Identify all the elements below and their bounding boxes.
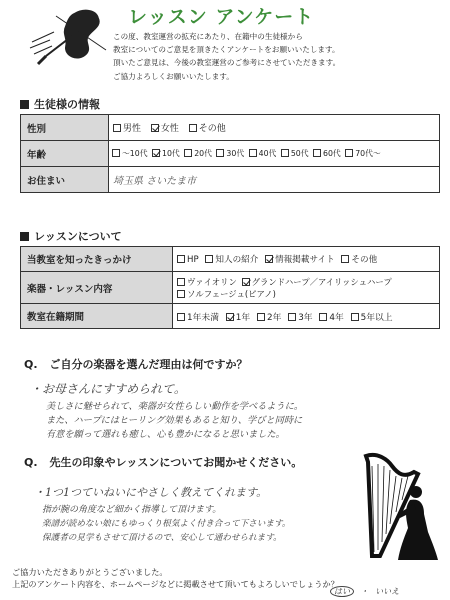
- option-label: その他: [198, 124, 226, 134]
- square-bullet-icon: [20, 232, 29, 241]
- option-label: 1年: [235, 312, 251, 323]
- age-label: 年齢: [21, 141, 109, 167]
- answer-2: [34, 484, 354, 545]
- table-row: [21, 167, 440, 193]
- source-option[interactable]: [177, 255, 199, 265]
- section-heading-student: [20, 96, 100, 112]
- instrument-option[interactable]: [242, 276, 392, 288]
- option-label: 20代: [194, 149, 212, 158]
- option-label: 70代～: [355, 149, 381, 158]
- checkbox-icon[interactable]: [216, 149, 224, 157]
- option-label: 情報掲載サイト: [275, 255, 335, 265]
- intro-line: 教室についてのご意見を頂きたくアンケートをお願いいたします。: [113, 45, 340, 55]
- violin-icon: [26, 6, 112, 68]
- age-option[interactable]: [216, 148, 244, 159]
- option-label: グランドハープ／アイリッシュハープ: [251, 276, 392, 287]
- thanks-text: ご協力いただきありがとうございました。: [12, 567, 168, 577]
- option-label: 5年以上: [360, 312, 393, 323]
- checkbox-icon[interactable]: [112, 149, 120, 157]
- checkbox-icon[interactable]: [281, 149, 289, 157]
- consent-answer: [330, 586, 399, 597]
- checkbox-icon[interactable]: [249, 149, 257, 157]
- option-label: 女性: [160, 124, 179, 134]
- answer-line: 指が腕の角度など細かく指導して頂けます。: [42, 505, 222, 515]
- checkbox-icon[interactable]: [184, 149, 192, 157]
- answer-line: 有意を願って選れも癒し、心も豊かになると思いました。: [46, 429, 285, 440]
- address-value: 埼玉県 さいたま市: [113, 176, 197, 187]
- intro-text: [113, 30, 443, 83]
- option-label: 50代: [290, 149, 309, 158]
- period-option[interactable]: [351, 310, 393, 323]
- answer-line: 楽譜が読めない娘にもゆっくり根気よく付き合って下さいます。: [42, 519, 291, 529]
- square-bullet-icon: [20, 100, 29, 109]
- answer-line: 保護者の見学もさせて頂けるので、安心して通わせられます。: [42, 533, 282, 543]
- age-option[interactable]: [281, 148, 309, 159]
- intro-line: 頂いたご意見は、今後の教室運営のご参考にさせていただきます。: [113, 58, 341, 68]
- intro-line: この度、教室運営の拡充にあたり、在籍中の生徒様から: [113, 32, 303, 41]
- age-option[interactable]: [112, 148, 148, 159]
- page-title: レッスン アンケート: [128, 6, 315, 28]
- age-option[interactable]: [152, 148, 180, 159]
- source-label: 当教室を知ったきっかけ: [21, 247, 173, 272]
- checkbox-icon[interactable]: [189, 124, 197, 132]
- checkbox-checked-icon[interactable]: [226, 313, 234, 321]
- checkbox-icon[interactable]: [257, 313, 265, 321]
- option-label: 60代: [323, 149, 341, 158]
- option-label: 4年: [329, 312, 344, 323]
- checkbox-icon[interactable]: [341, 255, 349, 263]
- consent-yes-label: はい: [334, 587, 350, 596]
- option-label: ヴァイオリン: [187, 276, 237, 287]
- answer-line: 美しさに魅せられて、楽器が女性らしい動作を学べるように。: [46, 401, 304, 412]
- checkbox-icon[interactable]: [319, 313, 327, 321]
- checkbox-icon[interactable]: [313, 149, 321, 157]
- question-prefix: Q.: [24, 358, 38, 371]
- option-label: ソルフェージュ(ピアノ): [187, 288, 276, 299]
- source-options: [173, 247, 440, 272]
- consent-no-label: いいえ: [375, 587, 400, 596]
- consent-yes-option[interactable]: [330, 586, 354, 597]
- consent-question: 上記のアンケート内容を、ホームページなどに掲載させて頂いてもよろしいでしょうか？: [12, 579, 339, 589]
- question-text: ご自分の楽器を選んだ理由は何ですか？: [49, 358, 248, 371]
- period-options: [173, 304, 440, 329]
- checkbox-icon[interactable]: [205, 255, 213, 263]
- checkbox-icon[interactable]: [177, 313, 185, 321]
- age-options: [109, 141, 440, 167]
- checkbox-checked-icon[interactable]: [242, 278, 250, 286]
- intro-line: ご協力よろしくお願いいたします。: [113, 71, 234, 81]
- gender-label: 性別: [21, 115, 109, 141]
- checkbox-icon[interactable]: [177, 255, 185, 263]
- source-option[interactable]: [205, 253, 258, 265]
- checkbox-checked-icon[interactable]: [151, 124, 159, 132]
- question-2: [24, 454, 302, 470]
- gender-option[interactable]: [113, 121, 141, 134]
- section-heading-label: レッスンについて: [34, 230, 122, 243]
- question-prefix: Q.: [24, 456, 38, 469]
- instrument-option[interactable]: [177, 288, 276, 300]
- option-label: 30代: [226, 149, 245, 158]
- age-option[interactable]: [249, 148, 277, 159]
- option-label: 3年: [298, 312, 313, 323]
- question-1: [24, 356, 248, 372]
- table-row: [21, 272, 440, 304]
- section-heading-lesson: [20, 228, 122, 244]
- answer-line: ・お母さんにすすめられて。: [30, 382, 186, 396]
- option-label: 男性: [123, 124, 142, 134]
- period-option[interactable]: [288, 310, 312, 323]
- address-label: お住まい: [21, 167, 109, 193]
- footer: [12, 566, 339, 590]
- checkbox-icon[interactable]: [351, 313, 359, 321]
- instrument-label: 楽器・レッスン内容: [21, 272, 173, 304]
- student-info-table: [20, 114, 440, 193]
- question-text: 先生の印象やレッスンについてお聞かせください。: [49, 456, 303, 469]
- option-label: ～10代: [122, 149, 148, 158]
- instrument-options: [173, 272, 440, 304]
- harpist-icon: [358, 452, 440, 562]
- option-label: HP: [187, 255, 199, 265]
- source-option[interactable]: [341, 253, 377, 265]
- address-field[interactable]: [109, 167, 440, 193]
- lesson-info-table: [20, 246, 440, 329]
- option-label: 知人の紹介: [215, 255, 259, 265]
- gender-option[interactable]: [151, 121, 179, 134]
- table-row: [21, 141, 440, 167]
- checkbox-checked-icon[interactable]: [152, 149, 160, 157]
- section-heading-label: 生徒様の情報: [34, 98, 100, 111]
- option-label: 1年未満: [187, 312, 219, 323]
- period-option[interactable]: [319, 310, 343, 323]
- gender-options: [109, 115, 440, 141]
- age-option[interactable]: [313, 148, 341, 159]
- period-option[interactable]: [226, 310, 250, 323]
- instrument-option[interactable]: [177, 276, 237, 288]
- age-option[interactable]: [345, 148, 381, 159]
- age-option[interactable]: [184, 148, 212, 159]
- option-label: 40代: [258, 149, 277, 158]
- table-row: [21, 247, 440, 272]
- source-option[interactable]: [265, 253, 335, 265]
- checkbox-icon[interactable]: [177, 290, 185, 298]
- period-label: 教室在籍期間: [21, 304, 173, 329]
- checkbox-icon[interactable]: [113, 124, 121, 132]
- table-row: [21, 304, 440, 329]
- period-option[interactable]: [177, 310, 219, 323]
- consent-no-option[interactable]: [375, 587, 399, 596]
- period-option[interactable]: [257, 310, 281, 323]
- answer-line: ・1つ1つていねいにやさしく教えてくれます。: [34, 486, 268, 499]
- option-label: その他: [351, 255, 378, 265]
- table-row: [21, 115, 440, 141]
- checkbox-icon[interactable]: [288, 313, 296, 321]
- gender-option[interactable]: [189, 121, 226, 134]
- answer-1: [30, 380, 430, 442]
- checkbox-icon[interactable]: [345, 149, 353, 157]
- consent-separator: ・: [360, 587, 369, 596]
- answer-line: また、ハープにはヒーリング効果もあると知り、学びと同時に: [46, 415, 303, 426]
- option-label: 10代: [162, 149, 180, 158]
- option-label: 2年: [267, 312, 282, 323]
- checkbox-checked-icon[interactable]: [265, 255, 273, 263]
- checkbox-icon[interactable]: [177, 278, 185, 286]
